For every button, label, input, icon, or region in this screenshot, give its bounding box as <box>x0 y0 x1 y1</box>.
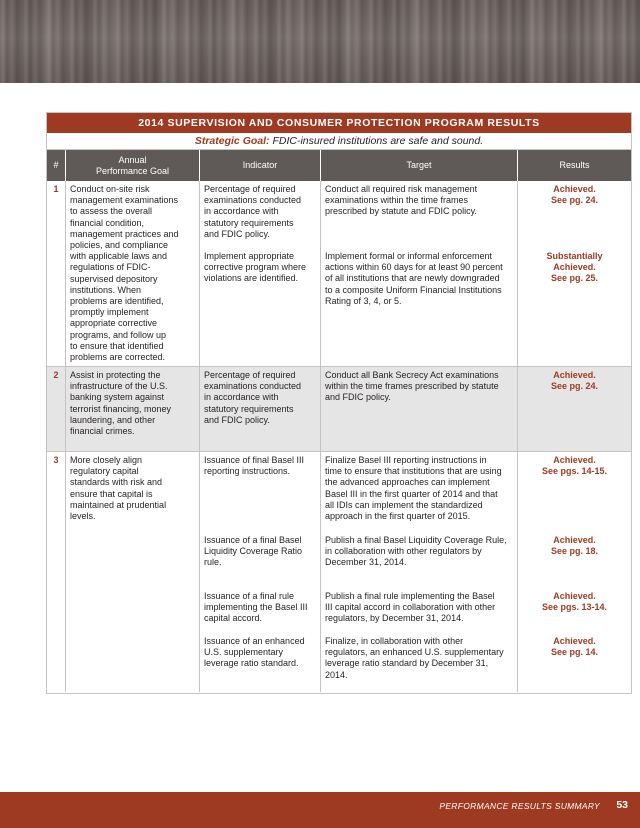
text-line: in accordance with <box>204 206 279 217</box>
table-title: 2014 SUPERVISION AND CONSUMER PROTECTION PROGRAM RESULTS <box>47 113 631 133</box>
table-row <box>47 367 631 452</box>
text-line: examinations conducted <box>204 195 302 206</box>
text-line: U.S. supplementary <box>204 647 284 658</box>
text-line: See pg. 18. <box>550 546 599 557</box>
text-line: leverage ratio standard by December 31, <box>325 658 489 669</box>
text-line: More closely align <box>70 455 143 465</box>
row-number: 2 <box>47 367 66 451</box>
text-line: Basel III in the first quarter of 2014 and that <box>325 488 498 499</box>
text-line: Conduct all Bank Secrecy Act examinations <box>325 370 499 380</box>
page-footer <box>0 792 640 828</box>
table-row <box>47 452 631 692</box>
text-line: maintained at prudential <box>70 499 167 510</box>
target-cell <box>321 181 518 366</box>
text-line: laundering, and other <box>70 414 156 425</box>
text-line: banking system against <box>70 392 165 403</box>
text-line: See pg. 24. <box>550 381 599 392</box>
header-goal-line1: Annual <box>118 154 147 165</box>
text-line: See pgs. 13-14. <box>541 602 608 613</box>
text-line: ensure that capital is <box>70 488 153 499</box>
text-line: within the time frames prescribed by statute <box>325 381 499 392</box>
text-line: in collaboration with other regulators by <box>325 546 482 557</box>
indicator-text <box>204 591 316 636</box>
text-line: Achieved. <box>553 262 596 273</box>
text-line: Implement formal or informal enforcement <box>325 251 493 261</box>
text-line: Achieved. <box>553 591 596 601</box>
text-line: leverage ratio standard. <box>204 658 299 669</box>
text-line: statutory requirements <box>204 217 294 228</box>
text-line: policies, and compliance <box>70 240 169 251</box>
table-row <box>47 181 631 367</box>
target-text <box>325 251 513 307</box>
header-indicator: Indicator <box>200 150 321 181</box>
text-line: III capital accord in collaboration with other <box>325 602 496 613</box>
result-text <box>522 184 627 251</box>
text-line: appropriate corrective <box>70 318 158 329</box>
header-photo-banner <box>0 0 640 83</box>
text-line: regulations of FDIC- <box>70 262 151 273</box>
target-cell <box>321 452 518 692</box>
text-line: problems are identified, <box>70 296 164 307</box>
text-line: institutions. When <box>70 284 142 295</box>
text-line: regulators, an enhanced U.S. supplementary <box>325 647 504 658</box>
text-line: Assist in protecting the <box>70 370 161 380</box>
text-line: Issuance of final Basel III <box>204 455 305 465</box>
text-line: violations are identified. <box>204 273 299 284</box>
text-line: Publish a final Basel Liquidity Coverage Rule, <box>325 535 507 545</box>
text-line: Achieved. <box>553 636 596 646</box>
performance-goal <box>66 367 200 451</box>
text-line: implementing the Basel III <box>204 602 308 613</box>
text-line: rule. <box>204 557 222 568</box>
text-line: See pg. 24. <box>550 195 599 206</box>
text-line: supervised depository <box>70 273 158 284</box>
target-text <box>325 535 513 591</box>
text-line: problems are corrected. <box>70 352 166 363</box>
text-line: capital accord. <box>204 613 263 624</box>
text-line: Percentage of required <box>204 184 296 194</box>
target-text <box>325 636 513 681</box>
text-line: to ensure that identified <box>70 340 164 351</box>
text-line: terrorist financing, money <box>70 403 172 414</box>
text-line: Publish a final rule implementing the Basel <box>325 591 495 601</box>
text-line: Finalize Basel III reporting instructions in <box>325 455 487 465</box>
text-line: to a composite Uniform Financial Institutions <box>325 284 502 295</box>
text-line: with applicable laws and <box>70 251 168 262</box>
target-text <box>325 184 513 251</box>
text-line: See pg. 25. <box>550 273 599 284</box>
text-line: Achieved. <box>553 184 596 194</box>
performance-goal <box>66 181 200 366</box>
text-line: actions within 60 days for at least 90 percent <box>325 262 503 273</box>
text-line: management practices and <box>70 228 179 239</box>
text-line: corrective program where <box>204 262 307 273</box>
text-line: promptly implement <box>70 307 149 318</box>
header-num: # <box>47 150 66 181</box>
text-line: time to ensure that institutions that are using <box>325 466 502 477</box>
row-number: 1 <box>47 181 66 366</box>
footer-section-label: PERFORMANCE RESULTS SUMMARY <box>439 801 600 811</box>
result-text <box>522 591 627 636</box>
header-goal-line2: Performance Goal <box>95 165 170 176</box>
text-line: infrastructure of the U.S. <box>70 381 168 392</box>
result-text <box>522 251 627 285</box>
text-line: of all institutions that are newly downgraded <box>325 273 500 284</box>
strategic-goal-label: Strategic Goal: <box>194 135 270 147</box>
text-line: Achieved. <box>553 370 596 380</box>
text-line: Achieved. <box>553 455 596 465</box>
indicator-cell <box>200 452 321 692</box>
text-line: Issuance of a final Basel <box>204 535 302 545</box>
page-number: 53 <box>616 799 628 811</box>
result-text <box>522 370 627 392</box>
text-line: reporting instructions. <box>204 466 291 477</box>
header-results: Results <box>559 160 590 170</box>
results-cell <box>518 452 631 692</box>
text-line: Percentage of required <box>204 370 296 380</box>
indicator-cell <box>200 367 321 451</box>
text-line: to assess the overall <box>70 206 153 217</box>
indicator-text <box>204 455 316 535</box>
text-line: Conduct all required risk management <box>325 184 478 194</box>
indicator-text <box>204 370 316 426</box>
result-text <box>522 535 627 591</box>
strategic-goal-text: FDIC-insured institutions are safe and sound. <box>272 135 484 147</box>
text-line: examinations within the time frames <box>325 195 469 206</box>
text-line: and FDIC policy. <box>204 414 270 425</box>
text-line: regulators, by December 31, 2014. <box>325 613 464 624</box>
text-line: Issuance of an enhanced <box>204 636 305 646</box>
text-line: Achieved. <box>553 535 596 545</box>
indicator-text <box>204 184 316 251</box>
results-cell <box>518 181 631 366</box>
target-text <box>325 455 513 535</box>
text-line: Rating of 3, 4, or 5. <box>325 295 402 306</box>
text-line: Conduct on-site risk <box>70 184 150 194</box>
text-line: programs, and follow up <box>70 329 167 340</box>
text-line: all IDIs can implement the standardized <box>325 499 483 510</box>
result-text <box>522 636 627 658</box>
text-line: regulatory capital <box>70 466 139 477</box>
text-line: Implement appropriate <box>204 251 295 261</box>
text-line: levels. <box>70 511 96 522</box>
text-line: 2014. <box>325 669 348 680</box>
indicator-text <box>204 535 316 591</box>
text-line: Liquidity Coverage Ratio <box>204 546 303 557</box>
text-line: management examinations <box>70 195 179 206</box>
text-line: statutory requirements <box>204 403 294 414</box>
target-cell <box>321 367 518 451</box>
text-line: and FDIC policy. <box>204 228 270 239</box>
target-text <box>325 591 513 636</box>
header-goal <box>66 150 200 181</box>
text-line: approach in the first quarter of 2015. <box>325 511 471 522</box>
results-table <box>46 112 632 694</box>
text-line: prescribed by statute and FDIC policy. <box>325 206 477 217</box>
text-line: financial condition, <box>70 217 145 228</box>
indicator-text <box>204 251 316 285</box>
performance-goal <box>66 452 200 692</box>
row-number: 3 <box>47 452 66 692</box>
result-text <box>522 455 627 535</box>
text-line: Issuance of a final rule <box>204 591 295 601</box>
indicator-cell <box>200 181 321 366</box>
text-line: Substantially <box>546 251 603 261</box>
text-line: Finalize, in collaboration with other <box>325 636 464 646</box>
indicator-text <box>204 636 316 670</box>
header-target: Target <box>321 150 518 181</box>
column-headers <box>47 150 631 181</box>
text-line: See pg. 14. <box>550 647 599 658</box>
results-cell <box>518 367 631 451</box>
strategic-goal <box>47 133 631 150</box>
text-line: and FDIC policy. <box>325 392 391 403</box>
target-text <box>325 370 513 404</box>
text-line: standards with risk and <box>70 477 163 488</box>
text-line: December 31, 2014. <box>325 557 407 568</box>
text-line: examinations conducted <box>204 381 302 392</box>
text-line: in accordance with <box>204 392 279 403</box>
text-line: financial crimes. <box>70 426 135 437</box>
text-line: See pgs. 14-15. <box>541 466 608 477</box>
text-line: the advanced approaches can implement <box>325 477 490 488</box>
